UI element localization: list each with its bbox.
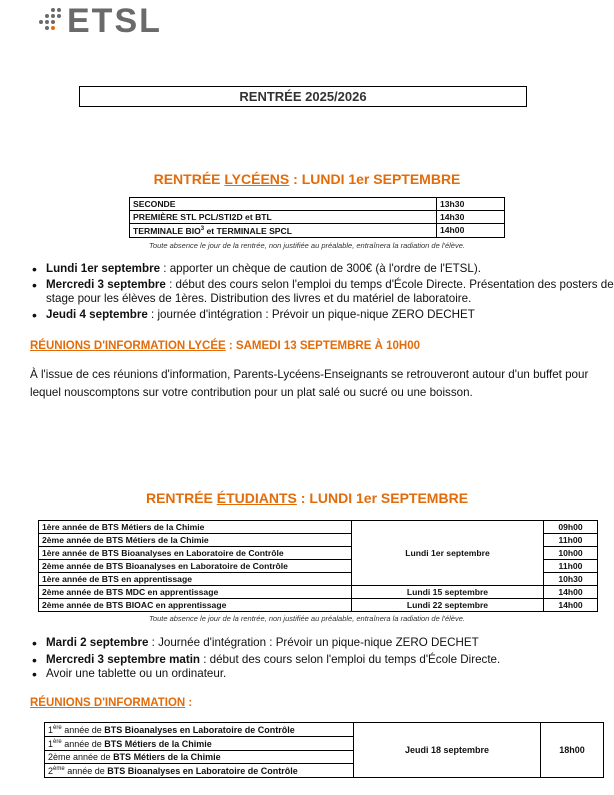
bullet-text: Avoir une tablette ou un ordinateur. — [46, 667, 227, 680]
absence-note: Toute absence le jour de la rentrée, non justifiée au préalable, entraînera la radiation de l'élève. — [149, 241, 465, 250]
table-cell-date: Lundi 15 septembre — [352, 586, 544, 599]
ordinal: 2 — [48, 766, 54, 776]
page-title: RENTRÉE 2025/2026 — [79, 86, 527, 107]
superscript: 3 — [200, 226, 205, 232]
bullet-bold: Mercredi 3 septembre — [46, 278, 166, 291]
table-cell-label: 1ère année de BTS Métiers de la Chimie — [39, 521, 352, 534]
label-part: TERMINALE BIO — [133, 225, 201, 236]
logo-text: ETSL — [67, 2, 162, 40]
info-meeting-table — [44, 722, 604, 778]
label-part: année de — [61, 739, 105, 749]
logo-dots-icon — [37, 6, 69, 36]
meeting-heading-underlined: RÉUNIONS D'INFORMATION — [30, 697, 186, 709]
etudiants-title-underlined: ÉTUDIANTS — [216, 490, 297, 506]
table-cell-label — [45, 751, 354, 764]
list-item — [46, 262, 614, 276]
meeting-heading-underlined: RÉUNIONS D'INFORMATION LYCÉE — [30, 340, 226, 352]
table-cell-label — [45, 737, 354, 751]
table-cell-time: 18h00 — [541, 723, 604, 778]
table-cell-time: 14h00 — [544, 599, 598, 612]
lycee-meeting-heading — [30, 340, 420, 352]
label-bold: BTS Bioanalyses en Laboratoire de Contrôle — [107, 766, 298, 776]
list-item — [46, 636, 614, 650]
table-row — [130, 224, 505, 238]
bullet-bold: Mardi 2 septembre — [46, 636, 149, 649]
etsl-logo — [37, 4, 162, 38]
table-cell-label — [45, 723, 354, 737]
lycee-meeting-paragraph: À l'issue de ces réunions d'information, Parents-Lycéens-Enseignants se retrouveront autour d'un buffet pour lequel nouscomptons sur votre contribution pour un plat salé ou sucré ou une boisson. — [30, 368, 589, 399]
table-cell-time: 14h00 — [544, 586, 598, 599]
bullet-bold: Mercredi 3 septembre matin — [46, 653, 200, 666]
label-part: et TERMINALE SPCL — [204, 225, 292, 236]
table-cell-label: PREMIÈRE STL PCL/STI2D et BTL — [130, 211, 437, 224]
table-cell-label: SECONDE — [130, 198, 437, 211]
ordinal: 1 — [48, 725, 54, 735]
absence-note: Toute absence le jour de la rentrée, non justifiée au préalable, entraînera la radiation de l'élève. — [149, 614, 465, 623]
etudiants-bullet-list — [32, 636, 614, 681]
table-cell-time: 09h00 — [544, 521, 598, 534]
table-cell-label: 1ère année de BTS en apprentissage — [39, 573, 352, 586]
label-bold: BTS Métiers de la Chimie — [113, 751, 221, 762]
table-cell-merged-date: Lundi 1er septembre — [352, 521, 544, 586]
lycee-section-title — [0, 171, 614, 187]
bullet-text: : Journée d'intégration : Prévoir un pique-nique ZERO DECHET — [148, 636, 479, 649]
bullet-text: : début des cours selon l'emploi du temps d'École Directe. — [200, 653, 501, 666]
bullet-text: : début des cours selon l'emploi du temps d'École Directe. Présentation des posters de stage pour les élèves de 1ères. Distribution des livres et du matériel de laboratoire. — [46, 278, 614, 305]
lycee-title-post: : LUNDI 1er SEPTEMBRE — [289, 171, 461, 187]
etudiants-title-pre: RENTRÉE — [145, 490, 217, 506]
table-cell-time: 14h00 — [437, 224, 505, 238]
table-cell-time: 11h00 — [544, 534, 598, 547]
table-cell-label — [45, 764, 354, 778]
lycee-title-underlined: LYCÉENS — [224, 171, 290, 187]
meeting-heading-post: : SAMEDI 13 SEPTEMBRE À 10H00 — [225, 340, 420, 352]
label-bold: BTS Bioanalyses en Laboratoire de Contrôle — [104, 725, 295, 735]
table-cell-time: 13h30 — [437, 198, 505, 211]
list-item — [46, 667, 614, 681]
lycee-title-pre: RENTRÉE — [153, 171, 225, 187]
table-row — [39, 586, 598, 599]
etudiants-schedule-table — [38, 520, 598, 612]
label-part: année de — [64, 766, 108, 776]
table-row — [130, 198, 505, 211]
table-cell-time: 10h00 — [544, 547, 598, 560]
list-item — [46, 653, 614, 667]
table-cell-label — [130, 224, 437, 238]
label-part: année de — [61, 725, 105, 735]
table-cell-date: Jeudi 18 septembre — [354, 723, 541, 778]
table-cell-label: 1ère année de BTS Bioanalyses en Laboratoire de Contrôle — [39, 547, 352, 560]
table-row — [130, 211, 505, 224]
lycee-schedule-table — [129, 197, 505, 238]
list-item — [46, 308, 614, 322]
table-cell-label: 2ème année de BTS MDC en apprentissage — [39, 586, 352, 599]
ordinal: 1 — [48, 739, 54, 749]
meeting-heading-post: : — [185, 697, 193, 709]
table-row — [39, 521, 598, 534]
label-bold: BTS Métiers de la Chimie — [104, 739, 212, 749]
table-cell-label: 2ème année de BTS Métiers de la Chimie — [39, 534, 352, 547]
bullet-text: : apporter un chèque de caution de 300€ (à l'ordre de l'ETSL). — [160, 262, 481, 275]
ordinal: 2ème — [48, 751, 71, 762]
etudiants-title-post: : LUNDI 1er SEPTEMBRE — [296, 490, 469, 506]
table-row — [39, 599, 598, 612]
etudiants-meeting-heading — [30, 697, 192, 709]
bullet-text: : journée d'intégration : Prévoir un pique-nique ZERO DECHET — [147, 308, 475, 321]
list-item — [46, 278, 614, 306]
superscript: ère — [53, 725, 62, 731]
table-row — [45, 723, 604, 737]
table-cell-time: 14h30 — [437, 211, 505, 224]
bullet-bold: Lundi 1er septembre — [46, 262, 161, 275]
bullet-bold: Jeudi 4 septembre — [46, 308, 148, 321]
etudiants-section-title — [0, 490, 614, 506]
label-part: année de — [70, 751, 114, 762]
table-cell-time: 10h30 — [544, 573, 598, 586]
table-cell-label: 2ème année de BTS Bioanalyses en Laboratoire de Contrôle — [39, 560, 352, 573]
table-cell-time: 11h00 — [544, 560, 598, 573]
lycee-bullet-list — [32, 262, 614, 322]
table-cell-label: 2ème année de BTS BIOAC en apprentissage — [39, 599, 352, 612]
table-cell-date: Lundi 22 septembre — [352, 599, 544, 612]
superscript: ère — [53, 739, 62, 745]
superscript: ème — [53, 766, 65, 772]
